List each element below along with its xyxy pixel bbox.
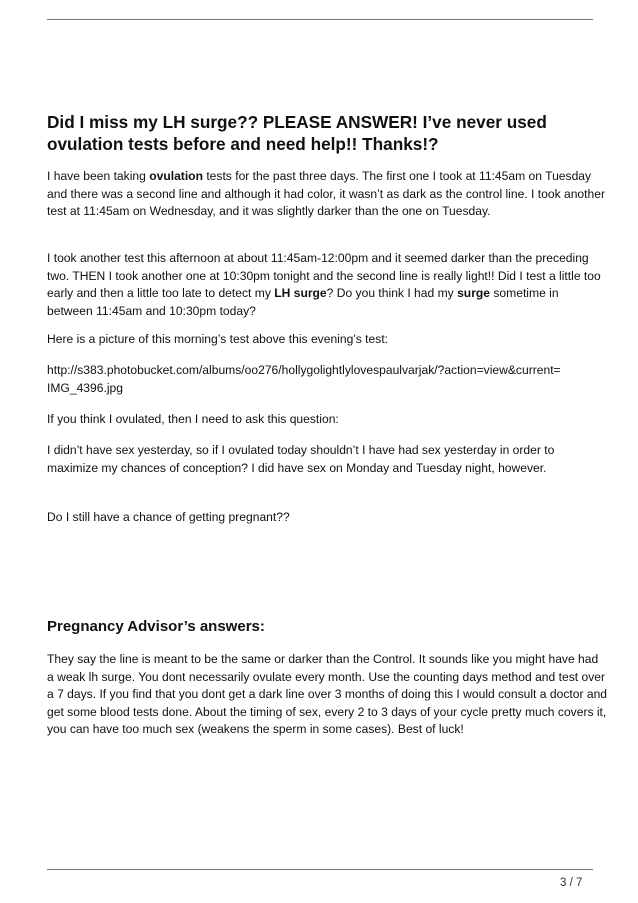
question-paragraph-6: Do I still have a chance of getting pregnant??: [47, 510, 290, 524]
header-rule: [47, 19, 593, 20]
question-title-line-1: Did I miss my LH surge?? PLEASE ANSWER! I’ve never used: [47, 112, 547, 132]
answer-body: They say the line is meant to be the same or darker than the Control. It sounds like you might have had a weak lh surge. You dont necessarily ovulate every month. Use the counting days method and test over a 7 days. If you find that you dont get a dark line over 3 months of doing this I would consult a doctor and get some blood tests done. About the timing of sex, every 2 to 3 days of your cycle pretty much covers it, you can have too much sex (weakens the sperm in some cases). Best of luck!: [47, 652, 608, 737]
photo-link-line-2[interactable]: IMG_4396.jpg: [47, 380, 123, 395]
question-paragraph-2-text-a: I took another test this afternoon at about 11:45am-12:00pm and it seemed darker than the preceding two. THEN I took another one at 10:30pm tonight and the second line is really light!! Did I test a little too early and then a little too late to detect my: [47, 251, 601, 301]
question-title: [47, 111, 607, 155]
question-paragraph-1-text-b: tests for the past three days. The first one I took at 11:45am on Tuesday and there was a second line and although it had color, it wasn’t as dark as the control line. I took another test at 11:45am on Wednesday, and it was slightly darker than the one on Tuesday.: [47, 169, 606, 219]
keyword-ovulation: ovulation: [149, 169, 203, 183]
question-paragraph-5: I didn’t have sex yesterday, so if I ovulated today shouldn’t I have had sex yesterday in order to maximize my chances of conception? I did have sex on Monday and Tuesday night, however.: [47, 443, 555, 475]
question-paragraph-4: If you think I ovulated, then I need to ask this question:: [47, 412, 339, 426]
footer-rule: [47, 869, 593, 870]
photo-link-line-1[interactable]: http://s383.photobucket.com/albums/oo276/hollygolightlylovespaulvarjak/?action=view&current=: [47, 363, 561, 377]
question-paragraph-3: Here is a picture of this morning’s test above this evening’s test:: [47, 332, 389, 346]
photo-link[interactable]: [47, 362, 593, 397]
question-paragraph-2-text-b: ? Do you think I had my: [326, 286, 458, 301]
question-paragraph-2-text-c: sometime in between 11:45am and 10:30pm today?: [47, 286, 559, 318]
page-number: 3 / 7: [560, 877, 583, 889]
question-paragraph-1: [47, 168, 607, 221]
keyword-lh-surge: LH surge: [274, 286, 327, 301]
keyword-surge: surge: [457, 286, 491, 301]
answers-heading: Pregnancy Advisor’s answers:: [47, 618, 265, 635]
question-paragraph-2: [47, 250, 607, 320]
question-paragraph-1-text-a: I have been taking: [47, 169, 150, 183]
question-title-line-2: ovulation tests before and need help!! Thanks!?: [47, 134, 439, 154]
